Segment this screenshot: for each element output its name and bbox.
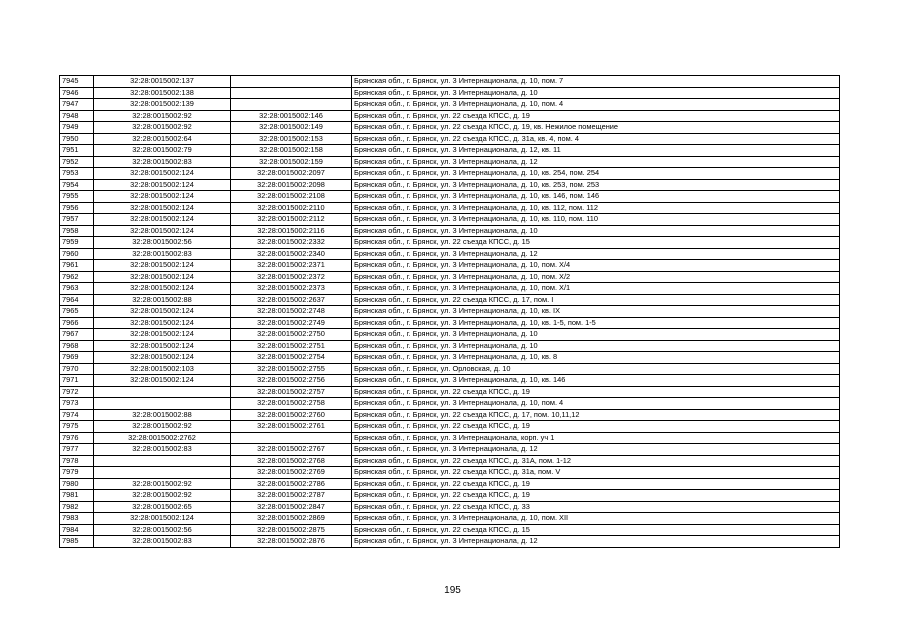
address-cell: Брянская обл., г. Брянск, ул. 22 съезда КПСС, д. 19 — [352, 110, 840, 122]
parcel-number-cell: 32:28:0015002:138 — [94, 87, 231, 99]
table-row — [60, 501, 840, 513]
table-row — [60, 363, 840, 375]
page-number: 195 — [444, 585, 461, 596]
table-row — [60, 271, 840, 283]
row-number-cell: 7965 — [60, 306, 94, 318]
parcel-number-cell: 32:28:0015002:124 — [94, 225, 231, 237]
address-cell: Брянская обл., г. Брянск, ул. 22 съезда КПСС, д. 31а, пом. V — [352, 467, 840, 479]
parcel-number-cell: 32:28:0015002:2762 — [94, 432, 231, 444]
address-cell: Брянская обл., г. Брянск, ул. 22 съезда КПСС, д. 17, пом. I — [352, 294, 840, 306]
address-cell: Брянская обл., г. Брянск, ул. 22 съезда КПСС, д. 15 — [352, 237, 840, 249]
row-number-cell: 7954 — [60, 179, 94, 191]
row-number-cell: 7963 — [60, 283, 94, 295]
cadastral-table — [59, 75, 840, 548]
parcel-number-cell: 32:28:0015002:88 — [94, 409, 231, 421]
table-row — [60, 317, 840, 329]
object-number-cell: 32:28:0015002:2371 — [231, 260, 352, 272]
row-number-cell: 7975 — [60, 421, 94, 433]
parcel-number-cell: 32:28:0015002:92 — [94, 110, 231, 122]
parcel-number-cell: 32:28:0015002:124 — [94, 191, 231, 203]
object-number-cell: 32:28:0015002:2761 — [231, 421, 352, 433]
table-row — [60, 156, 840, 168]
row-number-cell: 7945 — [60, 76, 94, 88]
address-cell: Брянская обл., г. Брянск, ул. 22 съезда КПСС, д. 19, кв. Нежилое помещение — [352, 122, 840, 134]
row-number-cell: 7972 — [60, 386, 94, 398]
row-number-cell: 7968 — [60, 340, 94, 352]
object-number-cell: 32:28:0015002:153 — [231, 133, 352, 145]
address-cell: Брянская обл., г. Брянск, ул. 22 съезда КПСС, д. 19 — [352, 490, 840, 502]
table-row — [60, 225, 840, 237]
row-number-cell: 7964 — [60, 294, 94, 306]
table-row — [60, 145, 840, 157]
parcel-number-cell: 32:28:0015002:124 — [94, 202, 231, 214]
address-cell: Брянская обл., г. Брянск, ул. 3 Интернационала, д. 10 — [352, 225, 840, 237]
object-number-cell: 32:28:0015002:2754 — [231, 352, 352, 364]
row-number-cell: 7960 — [60, 248, 94, 260]
table-body — [60, 76, 840, 548]
table-row — [60, 375, 840, 387]
table-row — [60, 99, 840, 111]
parcel-number-cell: 32:28:0015002:92 — [94, 478, 231, 490]
parcel-number-cell: 32:28:0015002:64 — [94, 133, 231, 145]
table-row — [60, 168, 840, 180]
table-row — [60, 455, 840, 467]
address-cell: Брянская обл., г. Брянск, ул. 22 съезда КПСС, д. 31А, пом. 1-12 — [352, 455, 840, 467]
table-row — [60, 444, 840, 456]
table-row — [60, 513, 840, 525]
object-number-cell: 32:28:0015002:2787 — [231, 490, 352, 502]
parcel-number-cell — [94, 386, 231, 398]
address-cell: Брянская обл., г. Брянск, ул. 22 съезда КПСС, д. 19 — [352, 421, 840, 433]
object-number-cell: 32:28:0015002:2637 — [231, 294, 352, 306]
address-cell: Брянская обл., г. Брянск, ул. 3 Интернационала, д. 10, пом. Х/4 — [352, 260, 840, 272]
table-row — [60, 191, 840, 203]
parcel-number-cell: 32:28:0015002:88 — [94, 294, 231, 306]
row-number-cell: 7956 — [60, 202, 94, 214]
table-row — [60, 398, 840, 410]
table-row — [60, 386, 840, 398]
object-number-cell: 32:28:0015002:2749 — [231, 317, 352, 329]
object-number-cell — [231, 432, 352, 444]
row-number-cell: 7955 — [60, 191, 94, 203]
table-row — [60, 87, 840, 99]
object-number-cell: 32:28:0015002:2372 — [231, 271, 352, 283]
object-number-cell: 32:28:0015002:2875 — [231, 524, 352, 536]
table-row — [60, 329, 840, 341]
address-cell: Брянская обл., г. Брянск, ул. 22 съезда КПСС, д. 17, пом. 10,11,12 — [352, 409, 840, 421]
address-cell: Брянская обл., г. Брянск, ул. 3 Интернационала, д. 10, пом. Х/2 — [352, 271, 840, 283]
row-number-cell: 7977 — [60, 444, 94, 456]
row-number-cell: 7969 — [60, 352, 94, 364]
address-cell: Брянская обл., г. Брянск, ул. 3 Интернационала, д. 10 — [352, 340, 840, 352]
address-cell: Брянская обл., г. Брянск, ул. 22 съезда КПСС, д. 31а, кв. 4, пом. 4 — [352, 133, 840, 145]
parcel-number-cell: 32:28:0015002:83 — [94, 156, 231, 168]
object-number-cell: 32:28:0015002:2786 — [231, 478, 352, 490]
table-row — [60, 76, 840, 88]
table-row — [60, 133, 840, 145]
object-number-cell: 32:28:0015002:2340 — [231, 248, 352, 260]
address-cell: Брянская обл., г. Брянск, ул. 3 Интернационала, д. 10, кв. 146, пом. 146 — [352, 191, 840, 203]
object-number-cell: 32:28:0015002:2098 — [231, 179, 352, 191]
parcel-number-cell: 32:28:0015002:83 — [94, 248, 231, 260]
address-cell: Брянская обл., г. Брянск, ул. 3 Интернационала, корп. уч 1 — [352, 432, 840, 444]
object-number-cell — [231, 87, 352, 99]
address-cell: Брянская обл., г. Брянск, ул. 3 Интернационала, д. 10, пом. 4 — [352, 99, 840, 111]
row-number-cell: 7959 — [60, 237, 94, 249]
row-number-cell: 7953 — [60, 168, 94, 180]
object-number-cell: 32:28:0015002:158 — [231, 145, 352, 157]
object-number-cell: 32:28:0015002:2876 — [231, 536, 352, 548]
parcel-number-cell: 32:28:0015002:124 — [94, 513, 231, 525]
table-row — [60, 340, 840, 352]
object-number-cell: 32:28:0015002:2768 — [231, 455, 352, 467]
address-cell: Брянская обл., г. Брянск, ул. 3 Интернационала, д. 12 — [352, 536, 840, 548]
parcel-number-cell: 32:28:0015002:139 — [94, 99, 231, 111]
address-cell: Брянская обл., г. Брянск, ул. 22 съезда КПСС, д. 19 — [352, 386, 840, 398]
parcel-number-cell: 32:28:0015002:124 — [94, 168, 231, 180]
table-row — [60, 237, 840, 249]
row-number-cell: 7971 — [60, 375, 94, 387]
row-number-cell: 7957 — [60, 214, 94, 226]
object-number-cell: 32:28:0015002:146 — [231, 110, 352, 122]
object-number-cell: 32:28:0015002:2108 — [231, 191, 352, 203]
address-cell: Брянская обл., г. Брянск, ул. 3 Интернационала, д. 10, кв. 254, пом. 254 — [352, 168, 840, 180]
table-row — [60, 352, 840, 364]
row-number-cell: 7978 — [60, 455, 94, 467]
table-row — [60, 283, 840, 295]
parcel-number-cell: 32:28:0015002:92 — [94, 421, 231, 433]
parcel-number-cell: 32:28:0015002:103 — [94, 363, 231, 375]
table-row — [60, 524, 840, 536]
table-row — [60, 214, 840, 226]
address-cell: Брянская обл., г. Брянск, ул. 3 Интернационала, д. 10 — [352, 329, 840, 341]
object-number-cell: 32:28:0015002:2760 — [231, 409, 352, 421]
address-cell: Брянская обл., г. Брянск, ул. 3 Интернационала, д. 10, кв. 1-5, пом. 1-5 — [352, 317, 840, 329]
parcel-number-cell: 32:28:0015002:124 — [94, 271, 231, 283]
object-number-cell: 32:28:0015002:2750 — [231, 329, 352, 341]
parcel-number-cell: 32:28:0015002:124 — [94, 329, 231, 341]
object-number-cell: 32:28:0015002:2755 — [231, 363, 352, 375]
row-number-cell: 7974 — [60, 409, 94, 421]
parcel-number-cell — [94, 467, 231, 479]
table-row — [60, 536, 840, 548]
parcel-number-cell: 32:28:0015002:83 — [94, 444, 231, 456]
parcel-number-cell: 32:28:0015002:124 — [94, 260, 231, 272]
object-number-cell: 32:28:0015002:2847 — [231, 501, 352, 513]
parcel-number-cell: 32:28:0015002:83 — [94, 536, 231, 548]
object-number-cell — [231, 76, 352, 88]
address-cell: Брянская обл., г. Брянск, ул. 22 съезда КПСС, д. 33 — [352, 501, 840, 513]
row-number-cell: 7950 — [60, 133, 94, 145]
table-row — [60, 202, 840, 214]
row-number-cell: 7985 — [60, 536, 94, 548]
row-number-cell: 7980 — [60, 478, 94, 490]
parcel-number-cell: 32:28:0015002:124 — [94, 179, 231, 191]
parcel-number-cell: 32:28:0015002:124 — [94, 375, 231, 387]
parcel-number-cell: 32:28:0015002:124 — [94, 214, 231, 226]
address-cell: Брянская обл., г. Брянск, ул. 3 Интернационала, д. 10, пом. XII — [352, 513, 840, 525]
object-number-cell: 32:28:0015002:2751 — [231, 340, 352, 352]
parcel-number-cell — [94, 455, 231, 467]
object-number-cell: 32:28:0015002:2097 — [231, 168, 352, 180]
object-number-cell: 32:28:0015002:2373 — [231, 283, 352, 295]
address-cell: Брянская обл., г. Брянск, ул. 3 Интернационала, д. 10, пом. Х/1 — [352, 283, 840, 295]
object-number-cell: 32:28:0015002:2767 — [231, 444, 352, 456]
table-row — [60, 421, 840, 433]
address-cell: Брянская обл., г. Брянск, ул. 3 Интернационала, д. 10, кв. 253, пом. 253 — [352, 179, 840, 191]
parcel-number-cell: 32:28:0015002:137 — [94, 76, 231, 88]
address-cell: Брянская обл., г. Брянск, ул. 22 съезда КПСС, д. 15 — [352, 524, 840, 536]
parcel-number-cell: 32:28:0015002:65 — [94, 501, 231, 513]
row-number-cell: 7976 — [60, 432, 94, 444]
table-row — [60, 306, 840, 318]
row-number-cell: 7962 — [60, 271, 94, 283]
row-number-cell: 7948 — [60, 110, 94, 122]
row-number-cell: 7947 — [60, 99, 94, 111]
parcel-number-cell: 32:28:0015002:124 — [94, 340, 231, 352]
address-cell: Брянская обл., г. Брянск, ул. 3 Интернационала, д. 12 — [352, 156, 840, 168]
object-number-cell: 32:28:0015002:2748 — [231, 306, 352, 318]
row-number-cell: 7970 — [60, 363, 94, 375]
object-number-cell: 32:28:0015002:2112 — [231, 214, 352, 226]
parcel-number-cell: 32:28:0015002:124 — [94, 283, 231, 295]
table-row — [60, 122, 840, 134]
parcel-number-cell: 32:28:0015002:56 — [94, 237, 231, 249]
parcel-number-cell: 32:28:0015002:56 — [94, 524, 231, 536]
table-row — [60, 432, 840, 444]
row-number-cell: 7951 — [60, 145, 94, 157]
table-row — [60, 490, 840, 502]
row-number-cell: 7949 — [60, 122, 94, 134]
object-number-cell: 32:28:0015002:159 — [231, 156, 352, 168]
table-row — [60, 260, 840, 272]
table-row — [60, 467, 840, 479]
address-cell: Брянская обл., г. Брянск, ул. 3 Интернационала, д. 10, пом. 4 — [352, 398, 840, 410]
address-cell: Брянская обл., г. Брянск, ул. 3 Интернационала, д. 10, кв. 146 — [352, 375, 840, 387]
row-number-cell: 7979 — [60, 467, 94, 479]
parcel-number-cell: 32:28:0015002:92 — [94, 122, 231, 134]
object-number-cell: 32:28:0015002:2110 — [231, 202, 352, 214]
object-number-cell: 32:28:0015002:2756 — [231, 375, 352, 387]
address-cell: Брянская обл., г. Брянск, ул. 3 Интернационала, д. 10, кв. 110, пом. 110 — [352, 214, 840, 226]
address-cell: Брянская обл., г. Брянск, ул. 3 Интернационала, д. 12 — [352, 444, 840, 456]
object-number-cell: 32:28:0015002:2769 — [231, 467, 352, 479]
object-number-cell: 32:28:0015002:2869 — [231, 513, 352, 525]
address-cell: Брянская обл., г. Брянск, ул. 3 Интернационала, д. 12, кв. 11 — [352, 145, 840, 157]
row-number-cell: 7984 — [60, 524, 94, 536]
row-number-cell: 7967 — [60, 329, 94, 341]
address-cell: Брянская обл., г. Брянск, ул. Орловская, д. 10 — [352, 363, 840, 375]
address-cell: Брянская обл., г. Брянск, ул. 3 Интернационала, д. 10, кв. 8 — [352, 352, 840, 364]
object-number-cell: 32:28:0015002:2116 — [231, 225, 352, 237]
row-number-cell: 7966 — [60, 317, 94, 329]
parcel-number-cell: 32:28:0015002:79 — [94, 145, 231, 157]
row-number-cell: 7946 — [60, 87, 94, 99]
object-number-cell: 32:28:0015002:2757 — [231, 386, 352, 398]
parcel-number-cell: 32:28:0015002:92 — [94, 490, 231, 502]
row-number-cell: 7973 — [60, 398, 94, 410]
row-number-cell: 7981 — [60, 490, 94, 502]
parcel-number-cell — [94, 398, 231, 410]
table-row — [60, 478, 840, 490]
row-number-cell: 7982 — [60, 501, 94, 513]
row-number-cell: 7958 — [60, 225, 94, 237]
parcel-number-cell: 32:28:0015002:124 — [94, 317, 231, 329]
address-cell: Брянская обл., г. Брянск, ул. 3 Интернационала, д. 10, кв. IX — [352, 306, 840, 318]
object-number-cell: 32:28:0015002:149 — [231, 122, 352, 134]
table-row — [60, 294, 840, 306]
address-cell: Брянская обл., г. Брянск, ул. 3 Интернационала, д. 10, кв. 112, пом. 112 — [352, 202, 840, 214]
address-cell: Брянская обл., г. Брянск, ул. 3 Интернационала, д. 10 — [352, 87, 840, 99]
object-number-cell: 32:28:0015002:2332 — [231, 237, 352, 249]
row-number-cell: 7961 — [60, 260, 94, 272]
parcel-number-cell: 32:28:0015002:124 — [94, 306, 231, 318]
parcel-number-cell: 32:28:0015002:124 — [94, 352, 231, 364]
object-number-cell — [231, 99, 352, 111]
address-cell: Брянская обл., г. Брянск, ул. 3 Интернационала, д. 12 — [352, 248, 840, 260]
table-row — [60, 179, 840, 191]
row-number-cell: 7952 — [60, 156, 94, 168]
object-number-cell: 32:28:0015002:2758 — [231, 398, 352, 410]
table-row — [60, 409, 840, 421]
address-cell: Брянская обл., г. Брянск, ул. 3 Интернационала, д. 10, пом. 7 — [352, 76, 840, 88]
address-cell: Брянская обл., г. Брянск, ул. 22 съезда КПСС, д. 19 — [352, 478, 840, 490]
table-row — [60, 248, 840, 260]
row-number-cell: 7983 — [60, 513, 94, 525]
table-row — [60, 110, 840, 122]
